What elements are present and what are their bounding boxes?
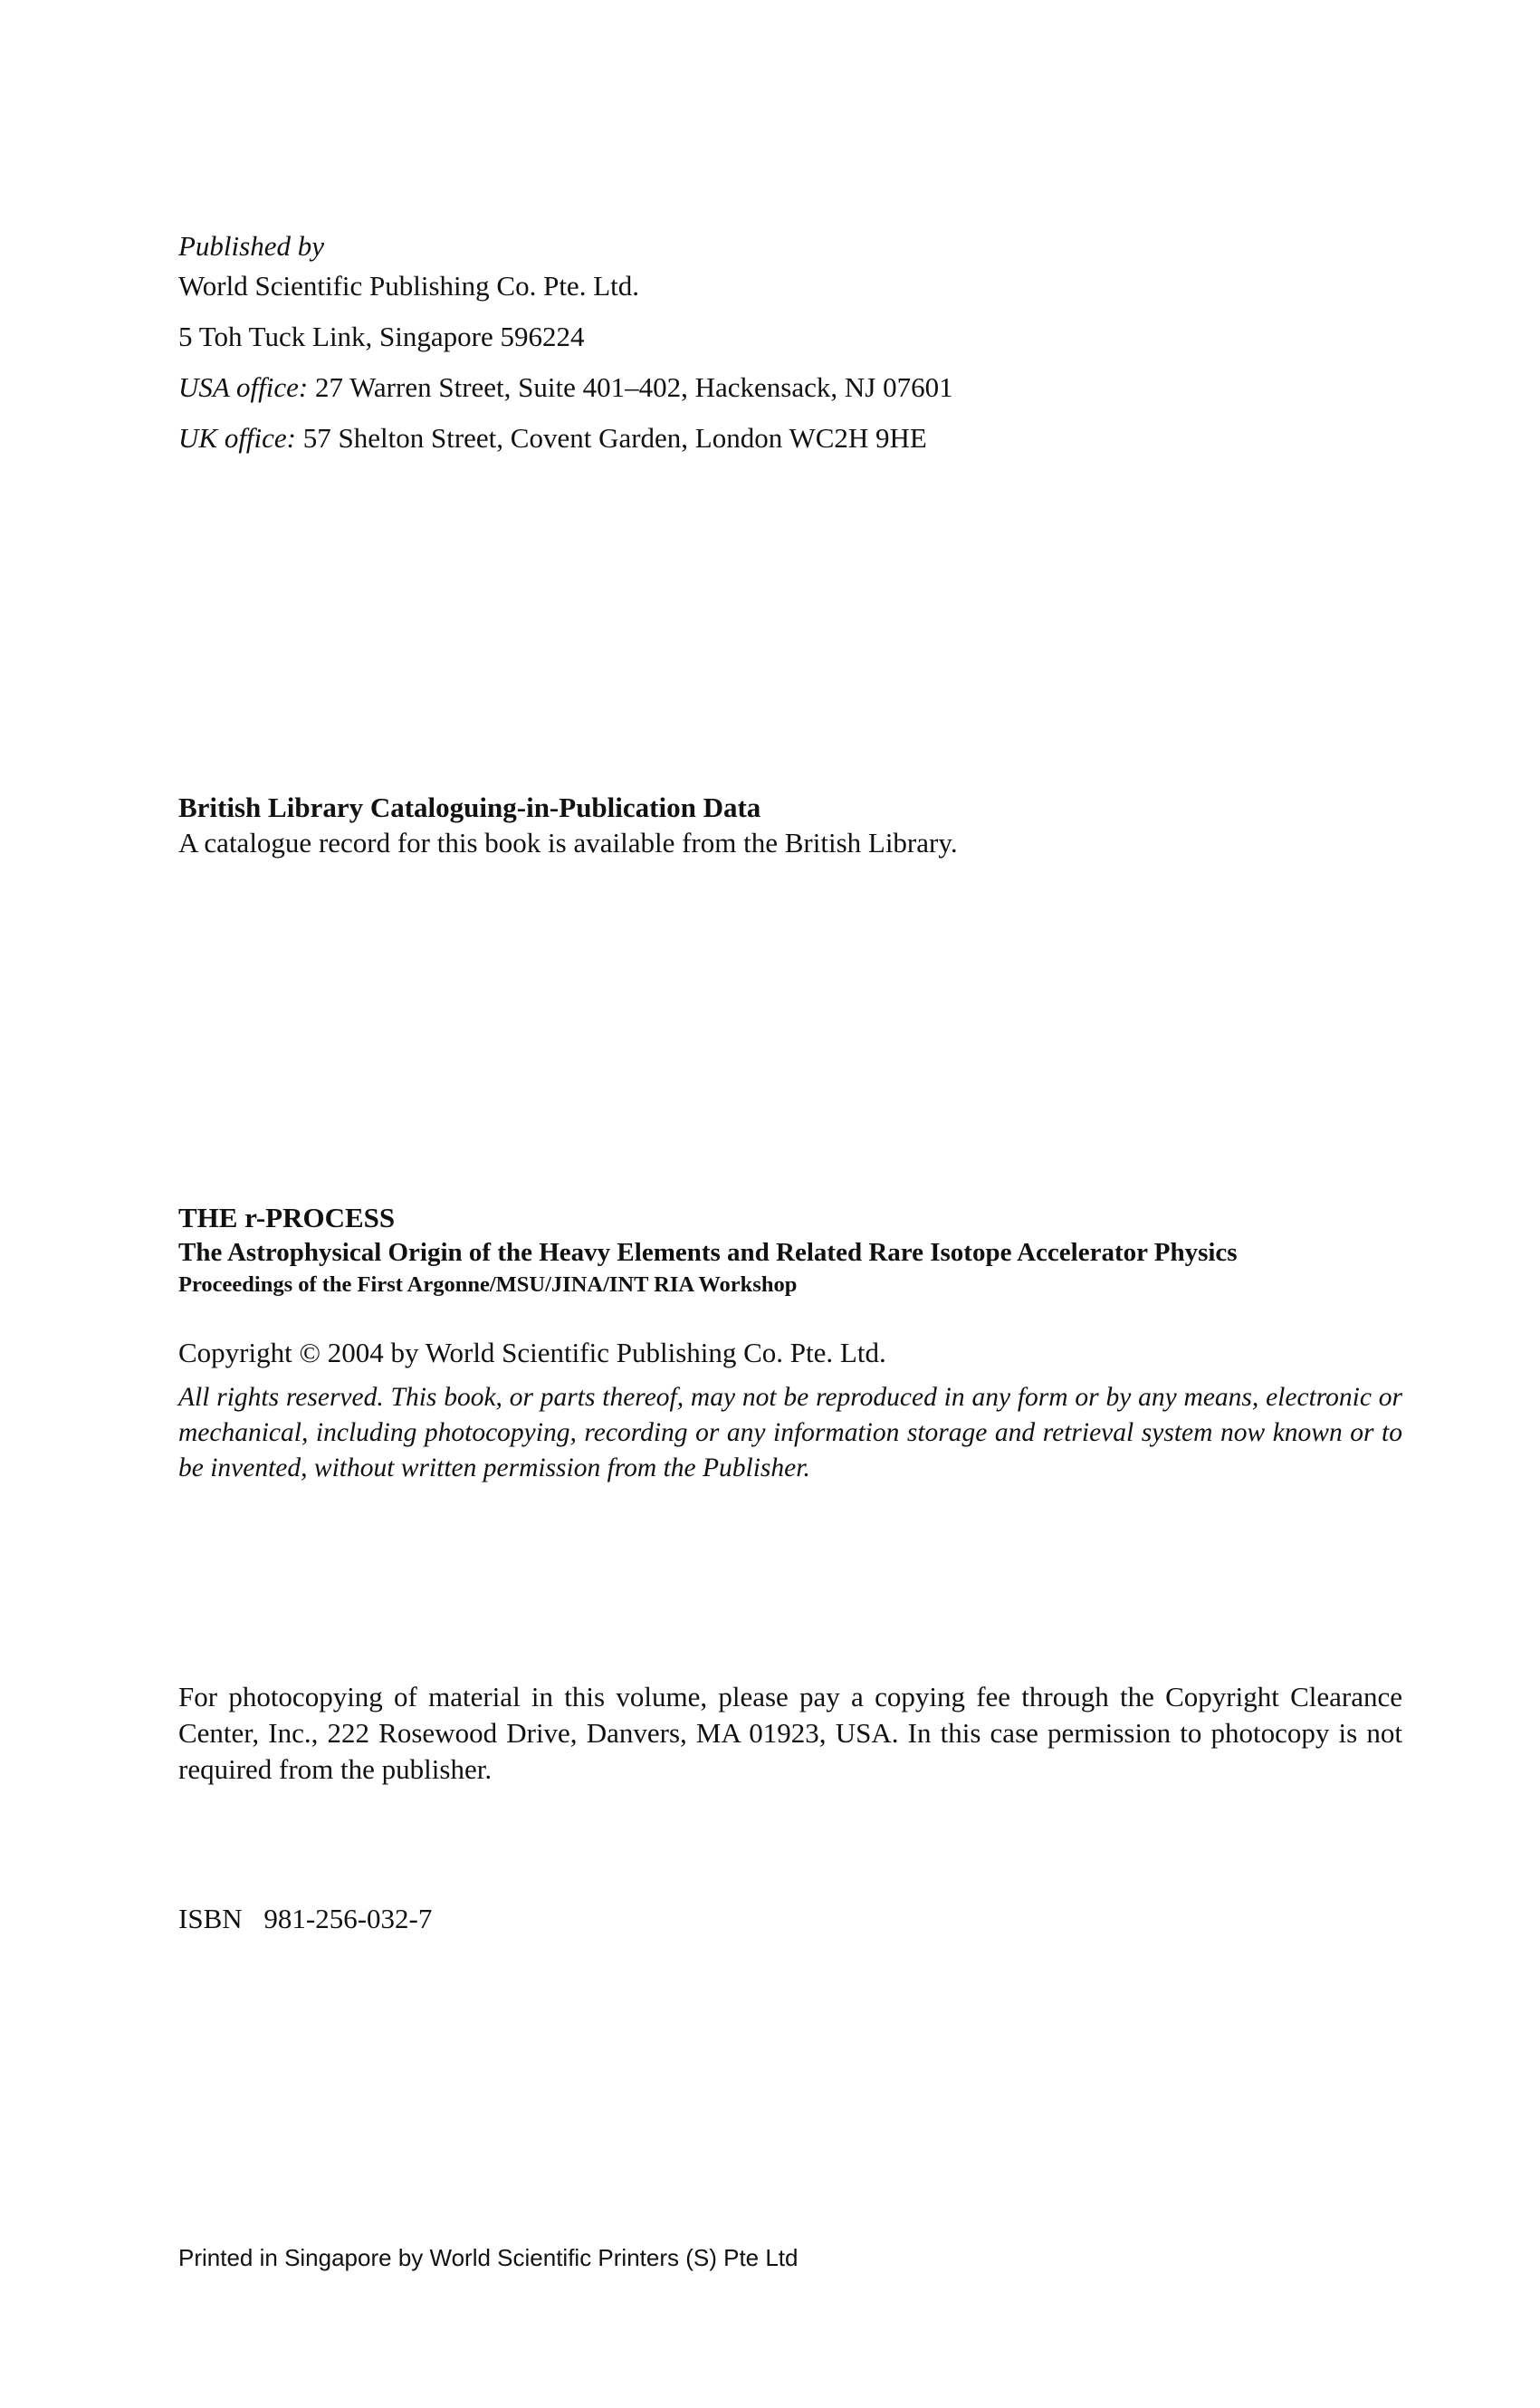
publisher-name: World Scientific Publishing Co. Pte. Ltd. bbox=[178, 270, 639, 302]
isbn-line bbox=[178, 1899, 1402, 1939]
isbn-label: ISBN bbox=[178, 1903, 243, 1934]
book-proceedings: Proceedings of the First Argonne/MSU/JINA/INT RIA Workshop bbox=[178, 1272, 798, 1297]
published-by-heading: Published by bbox=[178, 230, 324, 262]
printer-section bbox=[178, 2240, 1402, 2276]
usa-office-label: USA office: bbox=[178, 371, 309, 403]
photocopy-notice: For photocopying of material in this volume, please pay a copying fee through the Copyright Clearance Center, Inc., 222 Rosewood Drive, Danvers, MA 01923, USA. In this case permission to photocopy is not required from the publisher. bbox=[178, 1681, 1402, 1785]
rights-statement: All rights reserved. This book, or parts thereof, may not be reproduced in any form or by any means, electronic or mechanical, including photocopying, recording or any information storage and retrieval system now known or to be invented, without written permission from the Publisher. bbox=[178, 1383, 1402, 1482]
cip-title: British Library Cataloguing-in-Publication Data bbox=[178, 791, 761, 823]
printer-line: Printed in Singapore by World Scientific Printers (S) Pte Ltd bbox=[178, 2244, 799, 2271]
publisher-address: 5 Toh Tuck Link, Singapore 596224 bbox=[178, 321, 585, 352]
book-subtitle: The Astrophysical Origin of the Heavy Elements and Related Rare Isotope Accelerator Physics bbox=[178, 1238, 1238, 1267]
copyright-line: Copyright © 2004 by World Scientific Publishing Co. Pte. Ltd. bbox=[178, 1337, 886, 1368]
photocopy-section bbox=[178, 1679, 1402, 1788]
uk-office-address: 57 Shelton Street, Covent Garden, London WC2H 9HE bbox=[302, 422, 927, 454]
usa-office-address: 27 Warren Street, Suite 401–402, Hackensack, NJ 07601 bbox=[314, 371, 953, 403]
uk-office-line bbox=[178, 418, 1402, 469]
uk-office-label: UK office: bbox=[178, 422, 296, 454]
book-title-section bbox=[178, 1200, 1402, 1300]
cataloguing-section bbox=[178, 790, 1402, 860]
book-title: THE r-PROCESS bbox=[178, 1202, 396, 1233]
isbn-section bbox=[178, 1899, 1402, 1939]
cip-text: A catalogue record for this book is available from the British Library. bbox=[178, 827, 958, 859]
publisher-section bbox=[178, 226, 1402, 469]
usa-office-line bbox=[178, 368, 1402, 418]
copyright-section bbox=[178, 1333, 1402, 1486]
isbn-number: 981-256-032-7 bbox=[263, 1903, 433, 1934]
